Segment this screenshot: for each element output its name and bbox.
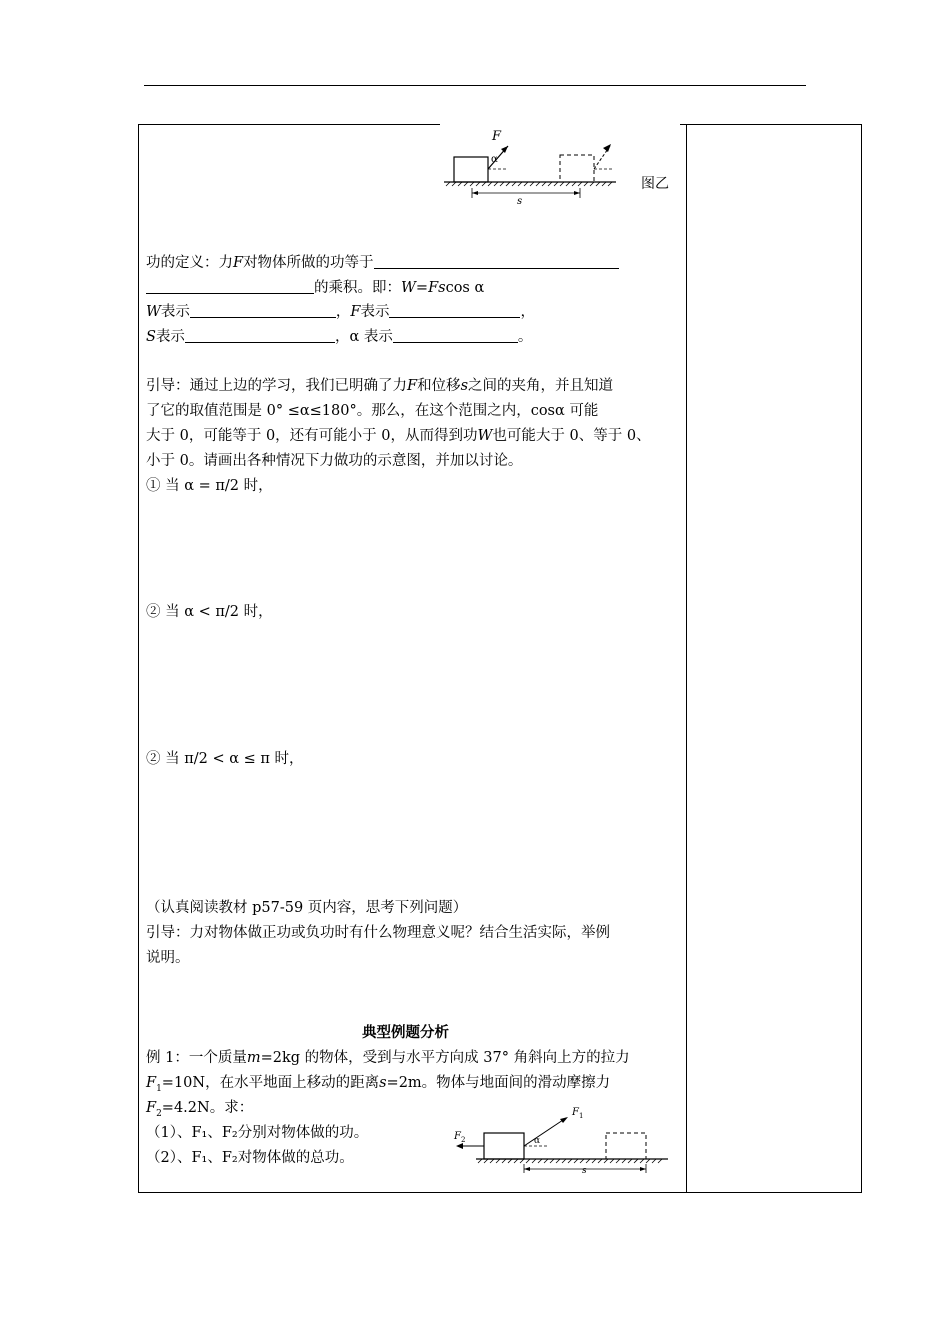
force-1-label: $F_1$ xyxy=(572,1107,584,1120)
case-3: ② 当 π/2 < α ≤ π 时， xyxy=(146,751,304,767)
reading-line-3: 说明。 xyxy=(146,950,190,966)
intro-line-2: 了它的取值范围是 0° ≤α≤180°。那么，在这个范围之内，cosα 可能 xyxy=(146,403,599,419)
example-question-1: （1）、F₁、F₂分别对物体做的功。 xyxy=(146,1125,369,1141)
case-2: ② 当 α < π/2 时， xyxy=(146,604,273,620)
definition-line-3: W表示 ，F表示 ， xyxy=(146,304,535,320)
displacement-label: s xyxy=(517,196,523,207)
figure-bottom xyxy=(448,1103,676,1175)
definition-line-2: 的乘积。即：W=Fscos α xyxy=(146,278,484,298)
intro-line-4: 小于 0。请画出各种情况下力做功的示意图，并加以讨论。 xyxy=(146,453,523,469)
definition-line-4: S表示 ，α 表示 。 xyxy=(146,329,533,345)
case-1: ① 当 α = π/2 时， xyxy=(146,478,273,494)
example-line-3: $F_2=4.2N$。求： xyxy=(146,1100,254,1119)
example-line-1: 例 1：一个质量m=2kg 的物体，受到与水平方向成 37° 角斜向上方的拉力 xyxy=(146,1050,630,1066)
definition-line-1: 功的定义：力F对物体所做的功等于 xyxy=(146,253,619,273)
column-divider xyxy=(686,124,687,1193)
angle-label: α xyxy=(491,154,498,165)
figure-caption: 图乙 xyxy=(641,176,669,192)
intro-line-1: 引导：通过上边的学习，我们已明确了力F和位移s之间的夹角，并且知道 xyxy=(146,378,614,394)
header-rule xyxy=(144,85,806,86)
intro-line-3: 大于 0，可能等于 0，还有可能小于 0，从而得到功W也可能大于 0、等于 0、 xyxy=(146,428,651,444)
reading-line-2: 引导：力对物体做正功或负功时有什么物理意义呢？结合生活实际，举例 xyxy=(146,925,610,941)
figure-top xyxy=(436,124,686,214)
displacement-label-bottom: s xyxy=(582,1166,587,1175)
example-question-2: （2）、F₁、F₂对物体做的总功。 xyxy=(146,1150,354,1166)
angle-label-bottom: α xyxy=(534,1136,541,1146)
example-heading: 典型例题分析 xyxy=(362,1024,449,1041)
example-line-2: $F_1=10N$，在水平地面上移动的距离s=2m。物体与地面间的滑动摩擦力 xyxy=(146,1075,611,1094)
force-2-label: $F_2$ xyxy=(454,1131,466,1144)
force-label: F xyxy=(492,129,502,144)
reading-line-1: （认真阅读教材 p57-59 页内容，思考下列问题） xyxy=(146,900,468,916)
